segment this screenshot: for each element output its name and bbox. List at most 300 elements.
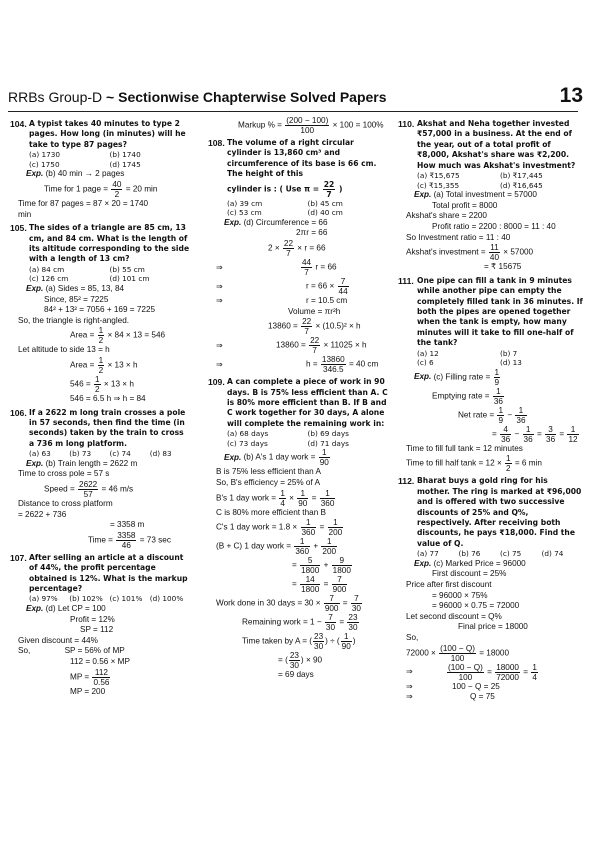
denominator: 30 [314,642,324,652]
denominator: 36 [546,434,556,444]
fraction [300,575,320,594]
fraction [338,277,349,296]
numerator: 7 [332,575,348,585]
option-d: (d) 13 [500,358,522,368]
sol-line: Time for 87 pages = 87 × 20 = 1740 [18,199,149,208]
fraction [301,317,312,336]
numerator: 1 [493,387,504,397]
fraction [78,480,98,499]
option-d: (d) 83 [149,449,172,459]
option-c: (c) 126 cm [29,274,69,284]
exp-label: Exp. [224,217,242,227]
option-c: (c) 74 [109,449,131,459]
fraction [309,336,320,355]
option-a: (a) 12 [417,348,439,358]
sol-line: Speed = [44,484,75,494]
question-text: One pipe can fill a tank in 9 minutes while another pipe can empty the completely filled tank in 36 minutes. If both the pipes are opened together when the tank is empty, how many minutes will it take to fill one-half of the tank? [417,275,583,348]
denominator: 4 [532,672,537,682]
fraction [98,326,105,345]
fraction [94,375,101,394]
sol-line: h = [306,359,318,369]
sol-line: (b) Train length = 2622 m [45,458,138,468]
option-d: (d) 74 [541,549,564,559]
operator: = [559,429,565,439]
page-number: 13 [559,84,583,107]
option-d: (d) 100% [149,594,184,604]
series-name: RRBs Group-D [8,89,103,105]
exp-label: Exp. [26,458,44,468]
denominator: 7 [304,268,309,277]
denominator: 900 [324,604,339,614]
fraction [294,537,310,556]
question-108: 108. The volume of a right circular cylinder is 13,860 cm³ and circumference of its base is 66 cm. The height of this cylinder is : ( Use π = $\frac{22}{7}$ ) (a) 39 cm (b) 45 cm (c) 53 cm (d) 40 cm Exp. (d) Circumference = 66 2πr = 66 2 × $\frac{22}{7}$ × r = 66 ⇒ $\frac{44}{7}$ r = 66 ⇒ r = 66 × $\frac{7}{44}$ ⇒ r = 10.5 cm Volume = πr²h 13860 = $\frac{22}{7}$ × (10.5)² × h ⇒ 13860 = $\frac{22}{7}$ × 11025 × h ⇒ h = $\frac{13860}{346.5}$ = 40 cm [208,138,388,374]
fraction [328,518,344,537]
options [398,171,583,190]
numerator: 1 [498,405,504,415]
operator: ÷ [330,636,335,646]
sol-line: 546 = [70,379,91,389]
question-text: After selling an article at a discount of 44%, the profit percentage obtained is 12%. What is the markup percentage? [29,552,188,593]
question-number: 111. [398,275,414,286]
sol-line: MP = [70,672,90,682]
sol-line: r = 66 [315,262,337,272]
denominator: 2 [98,365,104,375]
fraction [323,180,336,199]
sol-line: 72000 × [406,648,436,658]
sol-line: = 2622 + 736 [18,509,67,519]
numerator: 13860 [321,355,345,365]
numerator: 23 [348,613,358,623]
sol-line: Akshat's share = 2200 [406,211,487,221]
question-number: 107. [10,552,27,563]
denominator: 360 [320,498,335,508]
exp-label: Exp. [414,558,432,568]
sol-line: 13860 = [268,321,298,331]
exp-label: Exp. [26,603,44,613]
sol-line: (b) 40 min → 2 pages [45,169,125,179]
options [10,449,190,459]
fraction [285,116,329,135]
sol-line: Remaining work = 1 − [242,617,322,627]
sol-line: 100 − Q = 25 [452,681,500,691]
question-104 [10,119,190,220]
fraction [494,368,501,387]
option-d: (d) 71 days [307,438,349,448]
sol-line: Volume = πr²h [288,306,341,316]
numerator: 1 [301,518,317,528]
numerator: 23 [289,651,299,661]
sol-line: × 13 × h [103,379,134,389]
implies-arrow: ⇒ [216,359,223,369]
sol-line: So Investment ratio = 11 : 40 [406,232,511,242]
operator: + [313,541,319,551]
denominator: 2 [95,384,100,394]
fraction [321,355,346,374]
numerator: (200 − 100) [286,116,329,125]
exp-label: Exp. [414,190,432,200]
sol-line: B is 75% less efficient than A [216,467,321,477]
sol-line: 112 = 0.56 × MP [70,656,130,666]
option-a: (a) 39 cm [227,198,263,208]
sol-line: = 46 m/s [101,484,134,494]
implies-arrow: ⇒ [216,262,223,272]
option-c: (c) 73 days [227,438,268,448]
sol-line: B's 1 day work = [216,493,277,503]
fraction [324,594,340,613]
numerator: 7 [351,594,362,604]
numerator: 1 [95,374,100,384]
sol-line: Price after first discount [406,580,492,590]
fraction [92,668,110,687]
question-text: A typist takes 40 minutes to type 2 pages. How long (in minutes) will he take to type 87 pages? [29,119,186,149]
column-middle [208,116,388,683]
fraction [495,663,520,682]
sol-line: Given discount = 44% [18,635,98,645]
option-b: (b) 7 [500,348,518,358]
question-text: Akshat and Neha together invested ₹57,000 in a business. At the end of the year, out of a total profit of ₹8,000, Akshat's share was ₹2,200. How much was Akshat's investment? [417,119,576,170]
denominator: 900 [332,585,347,595]
sol-line: Profit ratio = 2200 : 8000 = 11 : 40 [432,222,556,231]
denominator: 0.56 [93,677,110,687]
option-d: (d) ₹16,645 [500,180,543,190]
sol-line: 546 = 6.5 h ⇒ h = 84 [70,393,146,403]
fraction [332,556,352,575]
question-text: If a 2622 m long train crosses a pole in 57 seconds, then find the time (in seconds) taken by the train to cross a 736 m long platform. [29,407,186,448]
operator: = [311,493,317,503]
sol-line: × 11025 × h [323,340,367,350]
sol-line: = ₹ 15675 [484,262,522,272]
sol-line: (c) Marked Price = 96000 [433,558,526,568]
denominator: 346.5 [323,365,344,375]
denominator: 2 [506,464,511,474]
operator: − [507,410,513,420]
operator: = [342,598,348,608]
denominator: 7 [326,189,332,199]
denominator: 30 [289,661,299,671]
denominator: 36 [501,434,511,444]
question-106 [10,408,190,550]
sol-line: Final price = 18000 [458,622,528,632]
denominator: 30 [351,604,361,614]
sol-line: Markup % = [238,120,282,130]
denominator: 100 [300,126,315,135]
denominator: 72000 [496,672,519,682]
denominator: 360 [295,547,310,557]
sol-line: Let second discount = Q% [406,611,502,621]
sol-line: Profit = 12% [70,614,115,624]
numerator: 1 [98,355,104,365]
question-number: 112. [398,476,415,487]
sol-line: = 73 sec [139,535,171,545]
sol-line: Time = [88,535,113,545]
denominator: 360 [301,528,316,538]
sol-line: (d) Let CP = 100 [45,603,106,613]
option-d: (d) 1745 [109,159,141,169]
sol-line: (a) Sides = 85, 13, 84 [45,284,125,293]
numerator: 1 [280,488,285,498]
sol-line: × (10.5)² × h [315,321,361,331]
numerator: 44 [302,258,312,267]
denominator: 7 [312,346,317,356]
denominator: 1800 [301,585,320,595]
sol-line: SP = 56% of MP [64,646,125,656]
implies-arrow: ⇒ [406,692,413,702]
sol-line: Time taken by A = [242,636,308,646]
operator: = [487,667,492,677]
sol-line: Let altitude to side 13 = h [18,345,110,355]
denominator: 57 [83,489,93,499]
options [10,594,190,604]
page-header [8,84,583,108]
question-number: 109. [208,377,225,388]
numerator: 1 [321,537,337,547]
sol-line: = 18000 [479,648,510,658]
numerator: 1 [341,632,352,642]
sol-line: = 96000 × 0.75 = 72000 [432,601,520,611]
sol-line: (B + C) 1 day work = [216,541,292,551]
denominator: 1800 [301,566,320,576]
fraction [567,425,578,444]
sol-line: (c) Filling rate = [433,372,491,382]
denominator: 40 [489,253,499,263]
numerator: 1 [98,326,104,336]
column-right [398,116,583,705]
option-d: (d) 40 cm [307,208,343,218]
operator: = [339,617,345,627]
operator: = [536,429,542,439]
numerator: 1 [297,489,308,499]
sol-line: SP = 112 [80,625,114,635]
fraction [321,537,337,556]
option-b: (b) 1740 [109,150,141,160]
denominator: 30 [348,623,358,633]
question-number: 108. [208,138,225,148]
fraction [297,489,308,508]
denominator: 44 [338,287,348,296]
numerator: 1 [328,518,344,528]
sol-line: = 40 cm [348,359,379,369]
sol-line: First discount = 25% [432,569,507,579]
fraction [319,448,330,467]
fraction [523,425,534,444]
numerator: 22 [323,179,335,189]
fraction [515,406,526,425]
option-b: (b) 76 [458,549,481,559]
exp-label: Exp. [26,169,44,179]
sol-line: Area = [70,360,95,370]
question-number: 106. [10,407,27,418]
numerator: 18000 [496,662,519,672]
question-105 [10,223,190,404]
sol-line: × 84 × 13 = 546 [107,331,166,341]
question-109: 109. A can complete a piece of work in 90 days. B is 75% less efficient than A. C is 80% more efficient than B. If B and C work together for 30 days, A alone will complete the remaining work in: (a) 68 days (b) 69 days (c) 73 days (d) 71 days Exp. (b) A's 1 day work = $\frac{1}{90}$ B is 75% less efficient than A So, B's efficiency = 25% of A B's 1 day work = $\frac{1}{4}$ × $\frac{1}{90}$ = $\frac{1}{360}$ C is 80% more efficient than B C's 1 day work = 1.8 × $\frac{1}{360}$ = $\frac{1}{200}$ (B + C) 1 day work = $\frac{1}{360}$ + $\frac{1}{200}$ = $\frac{5}{1800}$ + $\frac{9}{1800}$ = $\frac{14}{1800}$ = $\frac{7}{900}$ Work done in 30 days = 30 × $\frac{7}{900}$ = $\frac{7}{30}$ Remaining work = 1 − $\frac{7}{30}$ = $\frac{23}{30}$ Time taken by A = ( $\frac{23}{30}$ ) ÷ ( $\frac{1}{90}$ ) = ( $\frac{23}{30}$ ) × 90 = 69 days [208,377,388,680]
operator: + [323,560,329,570]
exp-label: Exp. [414,372,432,382]
option-c: (c) 1750 [29,159,60,169]
denominator: 36 [493,396,503,406]
options [398,349,583,368]
denominator: 1800 [332,566,351,576]
sol-line: × 90 [305,655,323,665]
fraction [531,663,538,682]
options [398,549,583,559]
denominator: 90 [298,498,308,508]
sol-line: Since, 85² = 7225 [44,294,109,304]
sol-line: min [18,209,32,219]
denominator: 46 [121,540,131,550]
sol-line: (a) Total investment = 57000 [433,190,537,200]
denominator: 2 [114,190,120,199]
fraction [111,180,122,199]
fraction [489,243,500,262]
sol-line: (b) A's 1 day work = [243,453,316,463]
markup-line [208,116,388,135]
sol-line: So, the triangle is right-angled. [18,315,130,325]
numerator: 1 [532,662,537,672]
fraction [447,663,484,682]
denominator: 100 [450,653,465,663]
option-a: (a) 68 days [227,429,269,439]
sol-line: Time to cross pole = 57 s [18,469,110,479]
fraction [116,531,136,550]
fraction [493,387,504,406]
numerator: 1 [494,367,500,377]
option-b: (b) 73 [69,449,92,459]
sol-line: Time to fill half tank = 12 × [406,459,502,469]
sol-line: Area = [70,331,95,341]
sol-line: 2πr = 66 [296,228,328,238]
sol-line: Time for 1 page = [44,184,109,194]
implies-arrow: ⇒ [406,667,413,677]
option-d: (d) 101 cm [109,274,150,284]
fraction [301,518,317,537]
fraction [325,613,336,632]
sol-line: So, [406,633,419,642]
sol-line: × 13 × h [107,360,138,370]
option-b: (b) 55 cm [109,264,145,274]
operator: = [292,579,297,589]
header-separator: ~ [102,89,119,105]
question-112 [398,476,583,702]
header-title-line [8,89,387,105]
denominator: 12 [568,434,578,444]
numerator: 2622 [79,479,98,489]
option-c: (c) 101% [109,594,143,604]
option-c: (c) 75 [500,549,522,559]
question-110 [398,119,583,273]
option-a: (a) ₹15,675 [417,171,460,181]
sol-line: Distance to cross platform [18,498,113,508]
numerator: 3 [545,425,556,435]
denominator: 36 [516,415,526,425]
denominator: 9 [498,415,504,425]
numerator: (100 − Q) [448,662,483,672]
numerator: 4 [500,425,511,435]
option-c: (c) 53 cm [227,208,262,218]
sol-line: MP = 200 [70,686,106,696]
question-number: 110. [398,119,415,129]
fraction [320,489,336,508]
sol-line: = 20 min [125,184,158,194]
numerator: 7 [338,277,349,287]
numerator: 22 [283,239,294,248]
fraction [505,454,512,473]
sol-line: 84² + 13² = 7056 + 169 = 7225 [44,305,156,315]
option-a: (a) 84 cm [29,264,65,274]
implies-arrow: ⇒ [406,681,413,691]
operator: × [289,493,294,503]
denominator: 7 [304,327,309,337]
denominator: 9 [494,377,500,387]
sol-line: Akshat's investment = [406,247,486,257]
fraction [545,425,556,444]
sol-line: × 100 = 100% [332,120,384,130]
question-text-cont: cylinder is : [227,184,277,194]
sol-line: Emptying rate = [432,391,490,401]
operator: = [292,560,297,570]
numerator: 1 [294,537,310,547]
numerator: 11 [490,243,499,253]
sol-line: Total profit = 8000 [432,200,498,210]
question-111 [398,276,583,474]
numerator: 1 [523,425,534,435]
numerator: (100 − Q) [440,643,475,653]
fraction [500,425,511,444]
sol-line: Time to fill full tank = 12 minutes [406,443,523,453]
implies-arrow: ⇒ [216,340,223,350]
denominator: 200 [328,528,343,538]
fraction [289,651,300,670]
denominator: 30 [325,623,336,633]
fraction [351,594,362,613]
numerator: 23 [314,632,324,642]
numerator: 1 [567,425,578,435]
numerator: 40 [112,180,122,189]
operator: = [523,667,529,677]
numerator: 1 [320,489,336,499]
numerator: 3358 [117,530,136,540]
fraction [332,575,348,594]
option-c: (c) ₹15,355 [417,180,460,190]
numerator: 22 [302,317,312,327]
option-b: (b) 45 cm [307,198,343,208]
fraction [283,239,294,258]
denominator: 90 [341,642,351,652]
numerator: 22 [310,336,320,346]
operator: − [514,429,520,439]
numerator: 5 [300,556,320,566]
fraction [98,356,105,375]
fraction [347,613,358,632]
implies-arrow: ⇒ [216,296,223,305]
fraction [341,632,352,651]
sol-line: × 57000 [503,247,534,257]
numerator: 14 [300,575,320,585]
option-b: (b) 69 days [307,429,349,439]
sol-line: r = 66 × [306,281,335,291]
numerator: 112 [92,668,110,678]
question-number: 104. [10,119,27,129]
question-text: Bharat buys a gold ring for his mother. The ring is marked at ₹96,000 and is offered with two successive discounts of 25% and Q%, respectively. After receiving both discounts, he pays ₹18,000. Find the value of Q. [417,476,582,548]
denominator: 100 [458,672,473,682]
options [10,265,190,284]
sol-line: (d) Circumference = 66 [243,217,328,227]
column-left [10,116,190,699]
fraction [313,632,324,651]
question-number: 105. [10,223,27,234]
option-b: (b) ₹17,445 [500,171,543,181]
sol-line: C is 80% more efficient than B [216,507,326,517]
